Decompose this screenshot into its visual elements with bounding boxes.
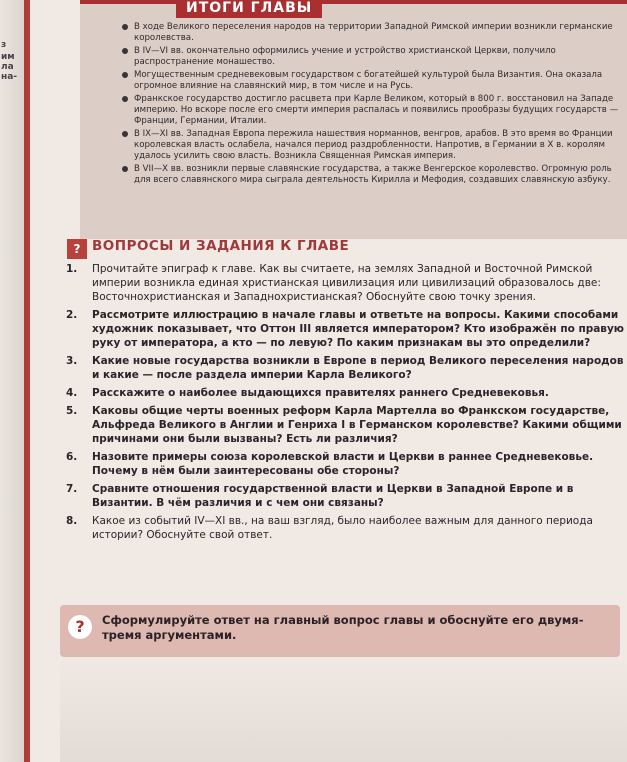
left-page-edge <box>0 0 31 762</box>
question-text: Каковы общие черты военных реформ Карла Мартелла во Франкском государстве, Альфреда Великого в Англии и Генриха I в Германском королевстве? Какими общими причинами они были вызваны? Есть ли различия? <box>92 405 622 445</box>
summary-item <box>122 164 622 186</box>
question-number: 6. <box>66 451 78 463</box>
final-task-box <box>60 605 620 657</box>
summary-item <box>122 22 622 44</box>
question-number: 2. <box>66 309 78 321</box>
question-text: Какое из событий IV—XI вв., на ваш взгляд, было наиболее важным для данного периода истории? Обоснуйте свой ответ. <box>92 515 593 541</box>
question-number: 3. <box>66 355 78 367</box>
page-bottom-blank <box>60 662 627 762</box>
bullet-icon <box>122 48 128 54</box>
question-mark-icon: ? <box>67 239 87 259</box>
question-item <box>60 308 627 350</box>
summary-item-text: Могущественным средневековым государством с богатейшей культурой была Византия. Она оказала огромное влияние на славянский мир, в том числе и на Русь. <box>134 70 603 91</box>
summary-item-text: В VII—X вв. возникли первые славянские государства, а также Венгерское королевство. Огромную роль для всего славянского мира сыграла деятельность Кирилла и Мефодия, создавших славянскую азбуку. <box>134 164 612 185</box>
questions-list <box>60 262 627 546</box>
summary-item <box>122 70 622 92</box>
summary-item-text: В IV—VI вв. окончательно оформились учение и устройство христианской Церкви, получило распространение монашество. <box>134 46 556 67</box>
summary-item-text: В IX—XI вв. Западная Европа пережила нашествия норманнов, венгров, арабов. В это время во Франции королевская власть ослабела, начался период раздробленности. Напротив, в Германии в X в. королям удалось усилить свою власть. Возникла Священная Римская империя. <box>134 129 613 161</box>
summary-list <box>122 22 622 188</box>
questions-title: ВОПРОСЫ И ЗАДАНИЯ К ГЛАВЕ <box>92 238 350 254</box>
question-number: 4. <box>66 387 78 399</box>
question-item <box>60 482 627 510</box>
margin-fragment: им <box>1 52 15 62</box>
margin-fragment: з <box>1 40 7 50</box>
question-number: 8. <box>66 515 78 527</box>
summary-item <box>122 129 622 162</box>
summary-item-text: Франкское государство достигло расцвета при Карле Великом, который в 800 г. восстановил на Западе империю. Но вскоре после его смерти империя распалась и появились прообразы будущих государств — Франции, Германии, Италии. <box>134 94 619 126</box>
question-text: Сравните отношения государственной власти и Церкви в Западной Европе и в Византии. В чём различия и с чем они связаны? <box>92 483 574 509</box>
question-number: 5. <box>66 405 78 417</box>
question-item <box>60 450 627 478</box>
question-item <box>60 354 627 382</box>
summary-item <box>122 94 622 127</box>
bullet-icon <box>122 24 128 30</box>
question-text: Расскажите о наиболее выдающихся правителях раннего Средневековья. <box>92 387 549 399</box>
question-item <box>60 386 627 400</box>
margin-fragment: ла <box>1 62 14 72</box>
question-number: 1. <box>66 263 78 275</box>
question-text: Какие новые государства возникли в Европе в период Великого переселения народов и какие — после раздела империи Карла Великого? <box>92 355 624 381</box>
question-text: Рассмотрите иллюстрацию в начале главы и ответьте на вопросы. Какими способами художник показывает, что Оттон III является императором? Кто изображён по правую руку от императора, а кто — по левую? По каким признакам вы это определили? <box>92 309 624 349</box>
bullet-icon <box>122 166 128 172</box>
final-task-text: Сформулируйте ответ на главный вопрос главы и обоснуйте его двумя-тремя аргументами. <box>102 613 584 642</box>
question-text: Назовите примеры союза королевской власти и Церкви в раннее Средневековье. Почему в нём были заинтересованы обе стороны? <box>92 451 594 477</box>
question-item <box>60 262 627 304</box>
chapter-summary-box <box>80 0 627 239</box>
bullet-icon <box>122 96 128 102</box>
question-text: Прочитайте эпиграф к главе. Как вы считаете, на землях Западной и Восточной Римской империи возникла единая христианская цивилизация или цивилизаций образовалось две: Восточнохристианская и Западнохристианская? Обоснуйте свою точку зрения. <box>92 263 601 303</box>
margin-fragment: на- <box>1 72 18 82</box>
summary-item <box>122 46 622 68</box>
question-item <box>60 514 627 542</box>
textbook-page <box>30 0 627 762</box>
bullet-icon <box>122 131 128 137</box>
summary-item-text: В ходе Великого переселения народов на территории Западной Римской империи возникли германские королевства. <box>134 22 613 43</box>
question-mark-icon: ? <box>68 615 92 639</box>
bullet-icon <box>122 72 128 78</box>
summary-title: ИТОГИ ГЛАВЫ <box>176 0 322 18</box>
question-number: 7. <box>66 483 78 495</box>
question-item <box>60 404 627 446</box>
